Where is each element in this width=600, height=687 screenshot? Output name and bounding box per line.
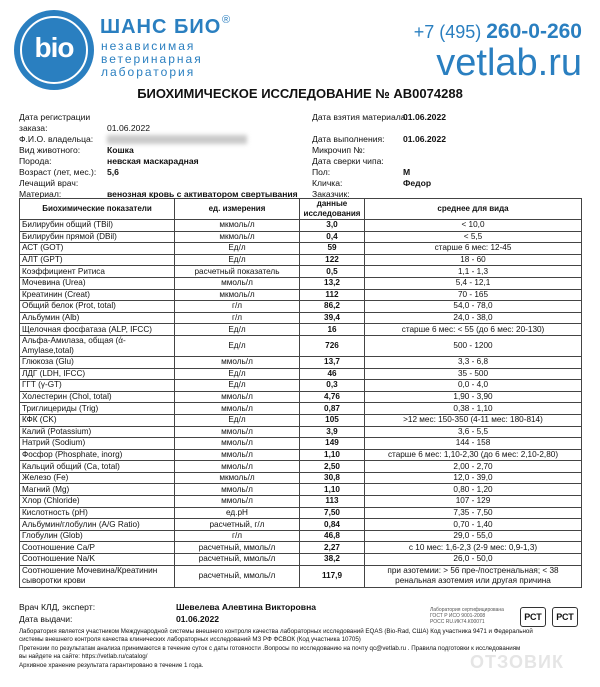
unit-cell: ммоль/л [175,356,300,368]
table-row [20,231,582,243]
table-row [20,426,582,438]
reference-cell: 107 - 129 [365,496,582,508]
value-cell: 2,50 [300,461,365,473]
parameter-cell: Натрий (Sodium) [20,438,175,450]
unit-cell: Ед/л [175,335,300,356]
parameter-cell: Фосфор (Phosphate, inorg) [20,449,175,461]
table-row [20,220,582,232]
unit-cell: расчетный, ммоль/л [175,542,300,554]
reference-cell: 0,38 - 1,10 [365,403,582,415]
parameter-cell: ГГТ (γ-GT) [20,380,175,392]
certification: Лаборатория сертифицирована ГОСТ Р ИСО 9001-2008 РОСС RU.ИК74.К00071 [430,607,504,625]
reference-cell: старше 6 мес: 1,10-2,30 (до 6 мес: 2,10-2,80) [365,449,582,461]
table-row [20,530,582,542]
unit-cell: ммоль/л [175,403,300,415]
parameter-cell: Щелочная фосфатаза (ALP, IFCC) [20,324,175,336]
value-cell: 112 [300,289,365,301]
table-row [20,484,582,496]
table-row [20,380,582,392]
parameter-cell: Альфа-Амилаза, общая (ά-Amylase,total) [20,335,175,356]
unit-cell: Ед/л [175,254,300,266]
table-row [20,496,582,508]
reference-cell: 3,6 - 5,5 [365,426,582,438]
info-row: Материал: венозная кровь с активатором свертывания [19,189,298,199]
table-row [20,391,582,403]
reference-cell: старше 6 мес: 12-45 [365,243,582,255]
parameter-cell: Билирубин прямой (DBil) [20,231,175,243]
info-row: Ф.И.О. владельца: [19,134,309,145]
reference-cell: при азотемии: > 56 пре-/постренальная; < 38 ренальная азотемия или другая причина [365,565,582,587]
table-row [20,368,582,380]
reference-cell: >12 мес: 150-350 (4-11 мес: 180-814) [365,414,582,426]
parameter-cell: Глобулин (Glob) [20,530,175,542]
reference-cell: 70 - 165 [365,289,582,301]
reference-cell: < 5,5 [365,231,582,243]
table-row [20,277,582,289]
parameter-cell: Креатинин (Creat) [20,289,175,301]
unit-cell: расчетный, ммоль/л [175,565,300,587]
value-cell: 86,2 [300,301,365,313]
unit-cell: ммоль/л [175,461,300,473]
parameter-cell: КФК (CK) [20,414,175,426]
reference-cell: 0,80 - 1,20 [365,484,582,496]
col-header: ед. измерения [175,199,300,220]
parameter-cell: АЛТ (GPT) [20,254,175,266]
rst-mark: РСТ [520,607,546,627]
watermark: ОТЗОВИК [470,652,564,672]
table-row [20,461,582,473]
unit-cell: г/л [175,301,300,313]
value-cell: 113 [300,496,365,508]
value-cell: 1,10 [300,484,365,496]
value-cell: 30,8 [300,472,365,484]
unit-cell: ммоль/л [175,449,300,461]
reference-cell: 5,4 - 12,1 [365,277,582,289]
info-row: Возраст (лет, мес.): 5,6 [19,167,119,177]
brand-name: ШАНС БИО [100,16,222,38]
value-cell: 59 [300,243,365,255]
phone[interactable]: +7 (495) 260-0-260 [413,20,582,43]
unit-cell: расчетный показатель [175,266,300,278]
reference-cell: 2,00 - 2,70 [365,461,582,473]
col-header: Биохимические показатели [20,199,175,220]
value-cell: 3,9 [300,426,365,438]
table-row [20,243,582,255]
unit-cell: ммоль/л [175,426,300,438]
table-row [20,542,582,554]
value-cell: 122 [300,254,365,266]
parameter-cell: Магний (Mg) [20,484,175,496]
parameter-cell: Триглицериды (Trig) [20,403,175,415]
col-header: данные исследования [300,199,365,220]
reference-cell: 18 - 60 [365,254,582,266]
parameter-cell: Холестерин (Chol, total) [20,391,175,403]
unit-cell: мкмоль/л [175,231,300,243]
reference-cell: с 10 мес: 1,6-2,3 (2-9 мес: 0,9-1,3) [365,542,582,554]
reference-cell: 12,0 - 39,0 [365,472,582,484]
parameter-cell: Соотношение Na/K [20,554,175,566]
table-row [20,403,582,415]
info-row [312,123,582,134]
parameter-cell: Билирубин общий (TBil) [20,220,175,232]
value-cell: 0,5 [300,266,365,278]
issue-label: Дата выдачи: [19,614,73,624]
info-row: Дата сверки чипа: [312,156,384,166]
value-cell: 4,76 [300,391,365,403]
table-row [20,507,582,519]
unit-cell: ммоль/л [175,496,300,508]
reference-cell: 54,0 - 78,0 [365,301,582,313]
parameter-cell: Коэффициент Ритиса [20,266,175,278]
reference-cell: 0,70 - 1,40 [365,519,582,531]
value-cell: 105 [300,414,365,426]
table-row [20,449,582,461]
info-row: Кличка: Федор [312,178,432,188]
parameter-cell: Альбумин/глобулин (A/G Ratio) [20,519,175,531]
table-row [20,472,582,484]
value-cell: 0,3 [300,380,365,392]
parameter-cell: Альбумин (Alb) [20,312,175,324]
table-row [20,554,582,566]
value-cell: 39,4 [300,312,365,324]
parameter-cell: Мочевина (Urea) [20,277,175,289]
info-row: Заказчик: [312,189,350,199]
registered-mark: ® [222,14,231,26]
unit-cell: мкмоль/л [175,472,300,484]
unit-cell: г/л [175,530,300,542]
reference-cell: < 10,0 [365,220,582,232]
info-left [19,112,309,200]
unit-cell: ммоль/л [175,438,300,450]
value-cell: 3,0 [300,220,365,232]
parameter-cell: ЛДГ (LDH, IFCC) [20,368,175,380]
value-cell: 46 [300,368,365,380]
reference-cell: 1,90 - 3,90 [365,391,582,403]
unit-cell: ед.pH [175,507,300,519]
parameter-cell: Соотношение Са/Р [20,542,175,554]
value-cell: 13,2 [300,277,365,289]
unit-cell: Ед/л [175,243,300,255]
logo-text: bio [34,32,74,63]
table-row [20,438,582,450]
unit-cell: ммоль/л [175,277,300,289]
report-title: БИОХИМИЧЕСКОЕ ИССЛЕДОВАНИЕ № АВ0074288 [137,86,463,101]
info-row: Порода: невская маскарадная [19,156,199,166]
unit-cell: расчетный, г/л [175,519,300,531]
logo [14,10,94,90]
unit-cell: Ед/л [175,324,300,336]
value-cell: 0,87 [300,403,365,415]
reference-cell: старше 6 мес: < 55 (до 6 мес: 20-130) [365,324,582,336]
info-row: Дата взятия материала: 01.06.2022 [312,112,447,122]
parameter-cell: Кислотность (pH) [20,507,175,519]
table-row [20,335,582,356]
table-row [20,565,582,587]
reference-cell: 144 - 158 [365,438,582,450]
reference-cell: 26,0 - 50,0 [365,554,582,566]
table-row [20,312,582,324]
unit-cell: Ед/л [175,380,300,392]
reference-cell: 0,0 - 4,0 [365,380,582,392]
table-header-row [20,199,582,220]
col-header: среднее для вида [365,199,582,220]
reference-cell: 29,0 - 55,0 [365,530,582,542]
value-cell: 0,4 [300,231,365,243]
table-row [20,324,582,336]
info-right [312,112,582,200]
unit-cell: мкмоль/л [175,220,300,232]
footer-notes: Лаборатория является участником Международной системы внешнего контроля качества лабораторных исследований EQAS (Bio-Rad, США) Код участника 9471 и Федеральной системы внешнего контроля качества клинических лабораторных исследований МЗ РФ ФСВОК (Код участника 10705) Претензии по результатам анализа принимаются в течение суток с даты готовности .Вопросы по исследованию на почту qc@vetlab.ru . Правила подготовки к исследованиям вы найдете на сайте: https://vetlab.ru/catalog/ Архивное хранение результата гарантировано в течение 1 года. [19,628,533,669]
parameter-cell: Железо (Fe) [20,472,175,484]
doctor-label: Врач КЛД, эксперт: [19,602,96,612]
reference-cell: 7,35 - 7,50 [365,507,582,519]
value-cell: 0,84 [300,519,365,531]
value-cell: 38,2 [300,554,365,566]
value-cell: 46,8 [300,530,365,542]
table-row [20,414,582,426]
unit-cell: ммоль/л [175,391,300,403]
results-table [19,198,582,588]
info-row: Дата выполнения: 01.06.2022 [312,134,447,144]
rst-mark: РСТ [552,607,578,627]
reference-cell: 3,3 - 6,8 [365,356,582,368]
value-cell: 726 [300,335,365,356]
table-row [20,356,582,368]
unit-cell: мкмоль/л [175,289,300,301]
unit-cell: Ед/л [175,414,300,426]
unit-cell: г/л [175,312,300,324]
parameter-cell: АСТ (GOT) [20,243,175,255]
value-cell: 2,27 [300,542,365,554]
reference-cell: 35 - 500 [365,368,582,380]
tagline: независимая ветеринарная лаборатория [101,39,203,79]
info-row: заказа: 01.06.2022 [19,123,151,133]
parameter-cell: Кальций общий (Ca, total) [20,461,175,473]
unit-cell: ммоль/л [175,484,300,496]
info-row: Дата регистрации [19,112,91,122]
info-row: Вид животного: Кошка [19,145,134,155]
parameter-cell: Калий (Potassium) [20,426,175,438]
table-row [20,266,582,278]
unit-cell: Ед/л [175,368,300,380]
reference-cell: 1,1 - 1,3 [365,266,582,278]
reference-cell: 24,0 - 38,0 [365,312,582,324]
reference-cell: 500 - 1200 [365,335,582,356]
value-cell: 1,10 [300,449,365,461]
info-row: Пол: М [312,167,411,177]
info-row: Микрочип №: [312,145,366,155]
value-cell: 16 [300,324,365,336]
table-row [20,519,582,531]
table-row [20,301,582,313]
site-link[interactable]: vetlab.ru [436,42,582,84]
parameter-cell: Глюкоза (Glu) [20,356,175,368]
value-cell: 7,50 [300,507,365,519]
parameter-cell: Соотношение Мочевина/Креатинин сыворотки крови [20,565,175,587]
value-cell: 149 [300,438,365,450]
parameter-cell: Общий белок (Prot, total) [20,301,175,313]
info-row: Лечащий врач: [19,178,79,188]
issue-date: 01.06.2022 [176,614,220,624]
unit-cell: расчетный, ммоль/л [175,554,300,566]
doctor-name: Шевелева Алевтина Викторовна [176,602,317,612]
table-row [20,289,582,301]
parameter-cell: Хлор (Chloride) [20,496,175,508]
redacted-owner [107,135,247,144]
value-cell: 13,7 [300,356,365,368]
table-row [20,254,582,266]
value-cell: 117,9 [300,565,365,587]
